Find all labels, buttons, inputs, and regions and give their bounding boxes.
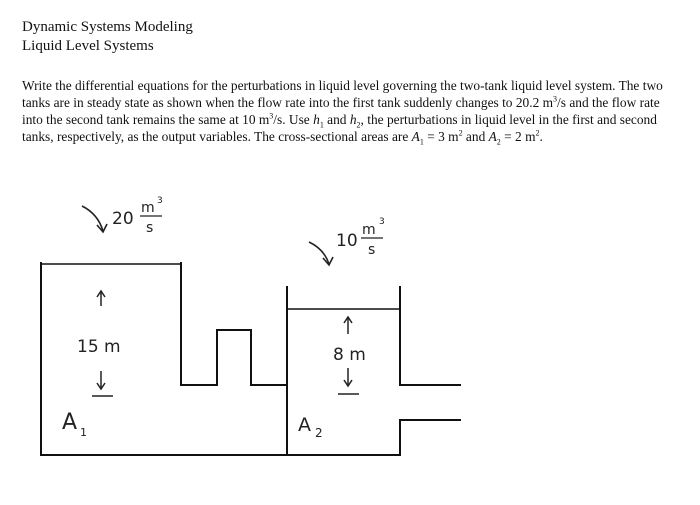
tank2-area-sub: 2 (315, 426, 323, 440)
inflow-arrow-2 (309, 242, 333, 265)
inflow2-unit-num: m (362, 222, 376, 238)
tank2-area-label: A (298, 414, 311, 436)
inflow1-unit-den: s (146, 220, 154, 236)
inflow1-unit-exp: 3 (157, 196, 163, 206)
inflow1-unit-num: m (141, 200, 155, 216)
inflow-arrow-1 (82, 206, 107, 232)
tank1-level-label: 15 m (77, 337, 121, 357)
title-line-2: Liquid Level Systems (22, 38, 154, 54)
inflow2-unit-den: s (368, 242, 376, 258)
inflow1-value: 20 (112, 209, 134, 229)
tank1-area-label: A (62, 410, 78, 435)
problem-statement: Write the differential equations for the perturbations in liquid level governing the two-tank liquid level system. The two tanks are in steady state as shown when the flow rate into the first tank suddenly changes to 20.2 $m^3/s$ and the flow rate into the second tank remains the same at 10 $m^3/s$. Use $h_1$ and $h_2$, the perturbations in liquid level in the first and second tanks, respectively, as the output variables. The cross-sectional areas are $A_1 = 3$ $m^2$ and $A_2 = 2$ $m^2$. (22, 78, 663, 147)
tank2-level-label: 8 m (333, 345, 366, 365)
connecting-pipe (181, 330, 287, 385)
tank1-area-sub: 1 (80, 426, 87, 439)
title-line-1: Dynamic Systems Modeling (22, 19, 193, 35)
tank2-right-wall (400, 287, 460, 385)
outlet-pipe (400, 420, 460, 455)
inflow2-unit-exp: 3 (379, 217, 385, 227)
inflow2-value: 10 (336, 231, 358, 251)
